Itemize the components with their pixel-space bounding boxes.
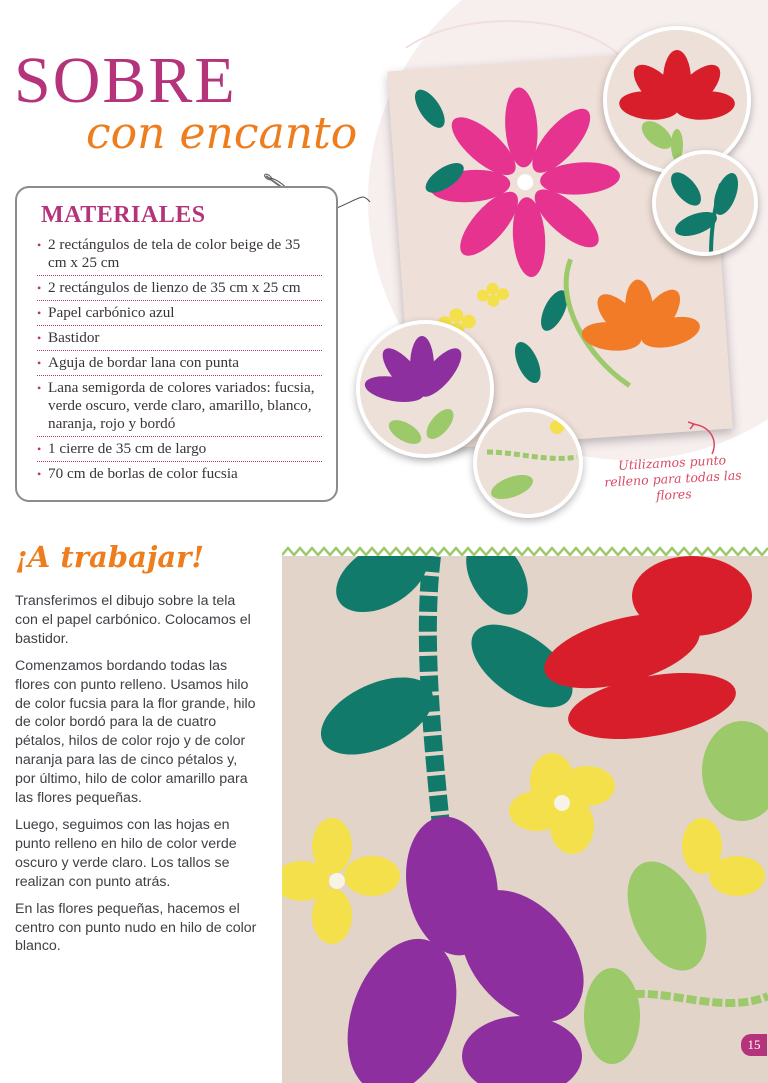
red-flower-detail-photo <box>603 26 751 174</box>
purple-flower-detail-photo <box>356 320 494 458</box>
materials-list <box>37 233 322 486</box>
materials-heading: MATERIALES <box>41 202 206 228</box>
stitch-note: Utilizamos punto relleno para todas las flores <box>603 452 742 503</box>
embroidery-closeup-photo <box>282 556 768 1083</box>
instruction-paragraph: Luego, seguimos con las hojas en punto relleno en hilo de color verde oscuro y verde claro. Los tallos se realizan con punto atrás. <box>15 816 237 890</box>
list-item: • 1 cierre de 35 cm de largo <box>37 437 322 462</box>
list-item: • Aguja de bordar lana con punta <box>37 351 322 376</box>
list-item: • 2 rectángulos de lienzo de 35 cm x 25 cm <box>37 276 322 301</box>
list-item: • Bastidor <box>37 326 322 351</box>
list-item: • Papel carbónico azul <box>37 301 322 326</box>
green-leaves-detail-photo <box>652 150 758 256</box>
list-item: • 70 cm de borlas de color fucsia <box>37 462 322 486</box>
page-title: SOBRE <box>14 44 237 117</box>
instruction-paragraph: Comenzamos bordando todas las flores con punto relleno. Usamos hilo de color fucsia para la flor grande, hilo de color bordó para la de cuatro pétalos, hilos de color rojo y de color naranja para las de cinco pétalos y, por último, hilo de color amarillo para las flores pequeñas. <box>15 657 256 807</box>
instructions <box>15 592 260 964</box>
page-subtitle: con encanto <box>86 108 358 159</box>
list-item: • Lana semigorda de colores variados: fucsia, verde oscuro, verde claro, amarillo, blanco, naranja, rojo y bordó <box>37 376 322 437</box>
materials-box <box>15 186 338 502</box>
list-item: • 2 rectángulos de tela de color beige de 35 cm x 25 cm <box>37 233 322 276</box>
section-title: ¡A trabajar! <box>15 540 205 574</box>
stem-detail-photo <box>473 408 583 518</box>
page-number: 15 <box>741 1034 767 1056</box>
instruction-paragraph: En las flores pequeñas, hacemos el centro con punto nudo en hilo de color blanco. <box>15 900 257 955</box>
instruction-paragraph: Transferimos el dibujo sobre la tela con el papel carbónico. Colocamos el bastidor. <box>15 593 251 647</box>
